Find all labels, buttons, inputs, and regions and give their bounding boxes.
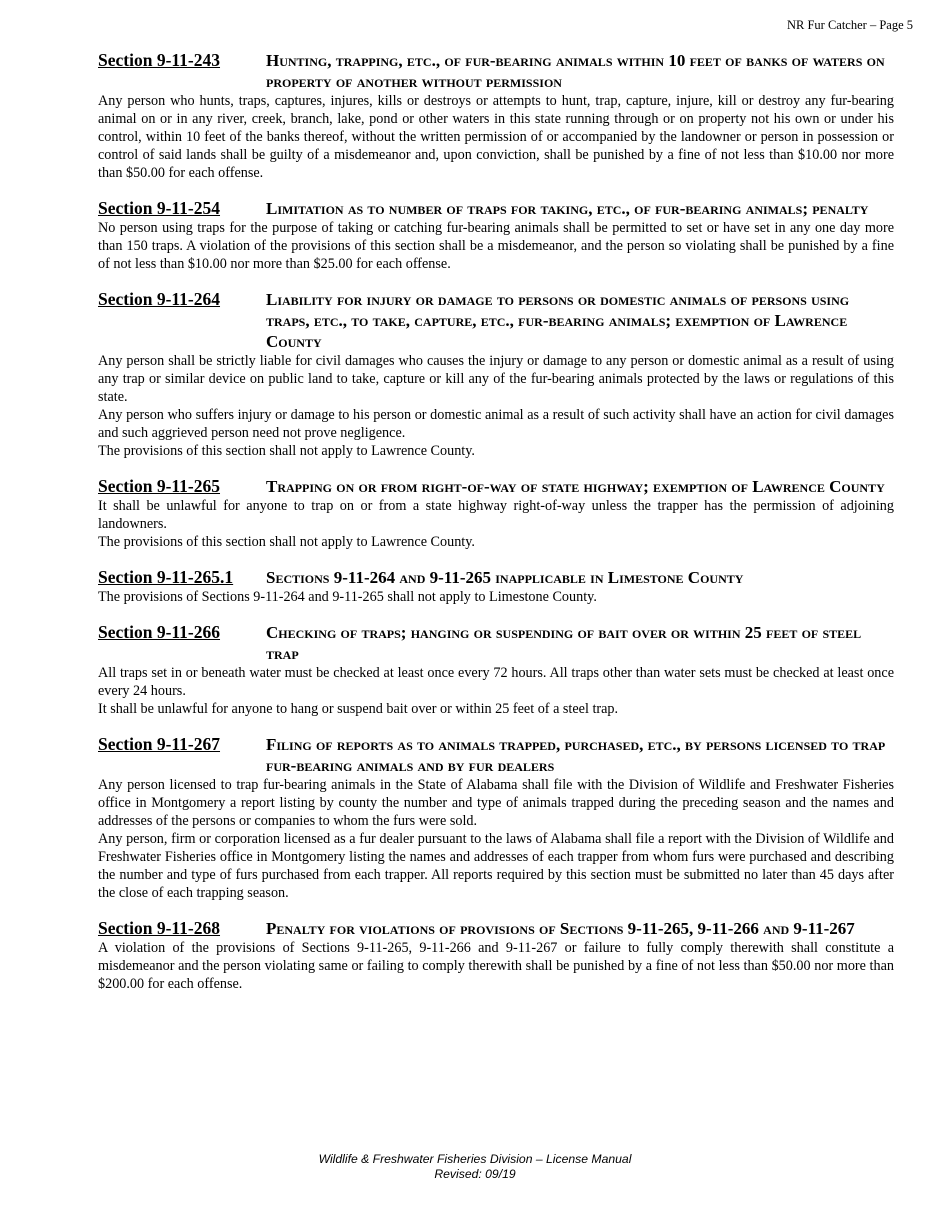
section-title: Hunting, trapping, etc., of fur-bearing animals within 10 feet of banks of waters on property of another without permission [266, 51, 885, 91]
section-paragraph: It shall be unlawful for anyone to hang or suspend bait over or within 25 feet of a steel trap. [98, 701, 619, 717]
section-number: Section 9-11-266 [98, 622, 221, 642]
footer-manual-title: Wildlife & Freshwater Fisheries Division – License Manual [318, 1152, 632, 1166]
section-9-11-265 [98, 476, 894, 551]
section-heading [98, 622, 894, 664]
section-heading [98, 918, 894, 939]
section-title: Liability for injury or damage to persons or domestic animals of persons using traps, etc., to take, capture, etc., fur-bearing animals; exemption of Lawrence County [266, 290, 850, 351]
section-number: Section 9-11-267 [98, 734, 221, 754]
section-number: Section 9-11-265.1 [98, 567, 234, 587]
section-9-11-265-1 [98, 567, 894, 606]
section-heading [98, 567, 894, 588]
section-9-11-268 [98, 918, 894, 993]
section-title: Penalty for violations of provisions of Sections 9-11-265, 9-11-266 and 9-11-267 [266, 919, 855, 938]
section-heading [98, 476, 894, 497]
section-title: Sections 9-11-264 and 9-11-265 inapplicable in Limestone County [266, 568, 744, 587]
section-paragraph: No person using traps for the purpose of taking or catching fur-bearing animals shall be permitted to set or have set in any one day more than 150 traps. A violation of the provisions of this section shall be a misdemeanor, and the person so violating shall be punished by a fine of not less than $10.00 nor more than $25.00 for each offense. [98, 220, 894, 272]
section-9-11-254 [98, 198, 894, 273]
document-body [98, 50, 894, 1009]
section-paragraph: Any person who hunts, traps, captures, injures, kills or destroys or attempts to hunt, trap, capture, injure, kill or destroy any fur-bearing animal on or in any river, creek, branch, lake, pond or other waters in this state running through or on property not his own or under his control, within 10 feet of the banks thereof, without the written permission of or accompanied by the landowner or person in possession or control of said lands shall be guilty of a misdemeanor and, upon conviction, shall be punished by a fine of not less than $10.00 nor more than $50.00 for each offense. [98, 93, 894, 181]
section-paragraph: It shall be unlawful for anyone to trap on or from a state highway right-of-way unless the trapper has the permission of adjoining landowners. [98, 498, 894, 532]
section-paragraph: The provisions of this section shall not apply to Lawrence County. [98, 534, 475, 550]
section-9-11-266 [98, 622, 894, 718]
page-footer [0, 1152, 950, 1181]
section-number: Section 9-11-265 [98, 476, 221, 496]
section-title: Trapping on or from right-of-way of state highway; exemption of Lawrence County [266, 477, 885, 496]
section-heading [98, 289, 894, 352]
section-paragraph: The provisions of this section shall not apply to Lawrence County. [98, 443, 475, 459]
section-paragraph: Any person, firm or corporation licensed as a fur dealer pursuant to the laws of Alabama shall file a report with the Division of Wildlife and Freshwater Fisheries office in Montgomery listing the names and addresses of each trapper from whom furs were purchased and describing the number and type of furs purchased from each trapper. All reports required by this section must be submitted no later than 45 days after the close of each trapping season. [98, 831, 894, 901]
section-number: Section 9-11-243 [98, 50, 221, 70]
section-heading [98, 50, 894, 92]
section-paragraph: All traps set in or beneath water must be checked at least once every 72 hours. All traps other than water sets must be checked at least once every 24 hours. [98, 665, 894, 699]
section-paragraph: The provisions of Sections 9-11-264 and 9-11-265 shall not apply to Limestone County. [98, 589, 597, 605]
section-heading [98, 734, 894, 776]
section-9-11-267 [98, 734, 894, 902]
footer-revision-date: Revised: 09/19 [434, 1166, 516, 1181]
section-paragraph: Any person licensed to trap fur-bearing animals in the State of Alabama shall file with the Division of Wildlife and Freshwater Fisheries office in Montgomery a report listing by county the number and type of animals trapped during the preceding season and the names and addresses of the persons or companies to whom the furs were sold. [98, 777, 894, 829]
page-header: NR Fur Catcher – Page 5 [786, 18, 913, 32]
section-heading [98, 198, 894, 219]
section-title: Filing of reports as to animals trapped, purchased, etc., by persons licensed to trap fur-bearing animals and by fur dealers [266, 735, 886, 775]
section-number: Section 9-11-264 [98, 289, 221, 309]
section-paragraph: Any person shall be strictly liable for civil damages who causes the injury or damage to any person or domestic animal as a result of using any trap or similar device on public land to take, capture or kill any of the fur-bearing animals protected by the laws or regulations of this state. [98, 353, 894, 405]
section-title: Limitation as to number of traps for taking, etc., of fur-bearing animals; penalty [266, 199, 869, 218]
section-number: Section 9-11-254 [98, 198, 221, 218]
section-paragraph: Any person who suffers injury or damage to his person or domestic animal as a result of such activity shall have an action for civil damages and such aggrieved person need not prove negligence. [98, 407, 894, 441]
section-9-11-243 [98, 50, 894, 182]
section-title: Checking of traps; hanging or suspending of bait over or within 25 feet of steel trap [266, 623, 862, 663]
section-9-11-264 [98, 289, 894, 460]
section-number: Section 9-11-268 [98, 918, 221, 938]
section-paragraph: A violation of the provisions of Sections 9-11-265, 9-11-266 and 9-11-267 or failure to fully comply therewith shall constitute a misdemeanor and the person violating same or failing to comply therewith shall be punished by a fine of not less than $50.00 nor more than $200.00 for each offense. [98, 940, 894, 992]
